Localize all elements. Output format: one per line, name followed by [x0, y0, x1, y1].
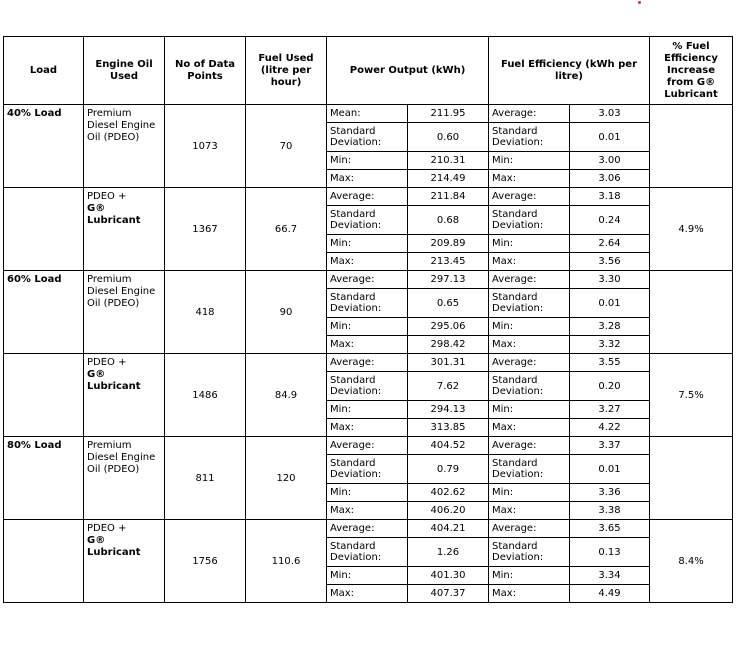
power-stat-label: Max: — [327, 253, 408, 271]
fuel-used-cell: 84.9 — [246, 354, 327, 437]
efficiency-stat-label: Average: — [489, 271, 570, 289]
engine-oil-line: Oil (PDEO) — [87, 464, 140, 475]
efficiency-stat-label: Max: — [489, 502, 570, 520]
efficiency-stat-value: 2.64 — [570, 235, 650, 253]
efficiency-stat-label: Standard Deviation: — [489, 455, 570, 484]
efficiency-stat-label: Average: — [489, 437, 570, 455]
power-stat-label: Max: — [327, 585, 408, 603]
load-cell-empty — [4, 520, 84, 603]
fuel-efficiency-table — [3, 36, 733, 603]
pct-increase-cell: 8.4% — [650, 520, 733, 603]
load-cell: 40% Load — [4, 105, 84, 188]
efficiency-stat-label: Min: — [489, 152, 570, 170]
power-stat-value: 214.49 — [408, 170, 489, 188]
power-stat-value: 406.20 — [408, 502, 489, 520]
power-stat-label: Average: — [327, 437, 408, 455]
engine-oil-line: Premium — [87, 274, 132, 285]
engine-oil-cell — [84, 354, 165, 437]
header-pct-increase: % Fuel Efficiency Increase from G® Lubricant — [650, 37, 733, 105]
table-row — [4, 271, 733, 289]
power-stat-value: 295.06 — [408, 318, 489, 336]
efficiency-stat-value: 3.03 — [570, 105, 650, 123]
fuel-used-cell: 120 — [246, 437, 327, 520]
header-power-output: Power Output (kWh) — [327, 37, 489, 105]
fuel-used-cell: 90 — [246, 271, 327, 354]
power-stat-value: 7.62 — [408, 372, 489, 401]
efficiency-stat-label: Max: — [489, 419, 570, 437]
data-points-cell: 418 — [165, 271, 246, 354]
table-row — [4, 354, 733, 372]
efficiency-stat-label: Max: — [489, 170, 570, 188]
power-stat-label: Min: — [327, 484, 408, 502]
efficiency-stat-value: 3.28 — [570, 318, 650, 336]
efficiency-stat-value: 3.38 — [570, 502, 650, 520]
power-stat-value: 210.31 — [408, 152, 489, 170]
table-row — [4, 520, 733, 538]
efficiency-stat-value: 0.01 — [570, 123, 650, 152]
engine-oil-cell — [84, 437, 165, 520]
engine-oil-line: PDEO + — [87, 191, 127, 202]
engine-oil-line: Oil (PDEO) — [87, 298, 140, 309]
efficiency-stat-value: 0.13 — [570, 538, 650, 567]
efficiency-stat-label: Max: — [489, 585, 570, 603]
table-body — [4, 105, 733, 603]
power-stat-value: 301.31 — [408, 354, 489, 372]
engine-oil-line: PDEO + — [87, 523, 127, 534]
engine-oil-line: G® — [87, 535, 106, 546]
efficiency-stat-value: 3.32 — [570, 336, 650, 354]
power-stat-label: Standard Deviation: — [327, 538, 408, 567]
power-stat-label: Max: — [327, 502, 408, 520]
efficiency-stat-value: 3.37 — [570, 437, 650, 455]
engine-oil-line: Oil (PDEO) — [87, 132, 140, 143]
efficiency-stat-label: Max: — [489, 253, 570, 271]
power-stat-label: Max: — [327, 419, 408, 437]
header-fuel-used: Fuel Used (litre per hour) — [246, 37, 327, 105]
header-row — [4, 37, 733, 105]
power-stat-value: 404.21 — [408, 520, 489, 538]
engine-oil-line: Lubricant — [87, 381, 141, 392]
fuel-used-cell: 70 — [246, 105, 327, 188]
efficiency-stat-value: 0.01 — [570, 289, 650, 318]
table-row — [4, 188, 733, 206]
power-stat-value: 211.95 — [408, 105, 489, 123]
efficiency-stat-label: Average: — [489, 520, 570, 538]
power-stat-label: Min: — [327, 318, 408, 336]
power-stat-value: 0.60 — [408, 123, 489, 152]
efficiency-stat-value: 0.01 — [570, 455, 650, 484]
power-stat-value: 407.37 — [408, 585, 489, 603]
efficiency-stat-label: Standard Deviation: — [489, 123, 570, 152]
power-stat-value: 402.62 — [408, 484, 489, 502]
engine-oil-line: PDEO + — [87, 357, 127, 368]
data-points-cell: 1756 — [165, 520, 246, 603]
efficiency-stat-label: Min: — [489, 401, 570, 419]
power-stat-label: Max: — [327, 170, 408, 188]
load-cell: 60% Load — [4, 271, 84, 354]
efficiency-stat-value: 3.06 — [570, 170, 650, 188]
efficiency-stat-value: 4.49 — [570, 585, 650, 603]
pct-increase-empty — [650, 105, 733, 188]
power-stat-label: Max: — [327, 336, 408, 354]
efficiency-stat-value: 3.34 — [570, 567, 650, 585]
efficiency-stat-value: 3.55 — [570, 354, 650, 372]
efficiency-stat-label: Min: — [489, 567, 570, 585]
table-row — [4, 105, 733, 123]
data-points-cell: 1073 — [165, 105, 246, 188]
engine-oil-line: G® — [87, 203, 106, 214]
engine-oil-cell — [84, 105, 165, 188]
power-stat-label: Standard Deviation: — [327, 455, 408, 484]
data-points-cell: 811 — [165, 437, 246, 520]
efficiency-stat-label: Standard Deviation: — [489, 206, 570, 235]
power-stat-value: 0.68 — [408, 206, 489, 235]
efficiency-stat-value: 4.22 — [570, 419, 650, 437]
power-stat-label: Average: — [327, 354, 408, 372]
data-points-cell: 1486 — [165, 354, 246, 437]
efficiency-stat-label: Average: — [489, 188, 570, 206]
power-stat-value: 294.13 — [408, 401, 489, 419]
power-stat-value: 401.30 — [408, 567, 489, 585]
power-stat-value: 0.79 — [408, 455, 489, 484]
data-points-cell: 1367 — [165, 188, 246, 271]
efficiency-stat-label: Min: — [489, 235, 570, 253]
power-stat-value: 297.13 — [408, 271, 489, 289]
efficiency-stat-label: Standard Deviation: — [489, 538, 570, 567]
engine-oil-line: G® — [87, 369, 106, 380]
power-stat-value: 313.85 — [408, 419, 489, 437]
power-stat-label: Average: — [327, 520, 408, 538]
red-dot-mark — [638, 1, 641, 4]
pct-increase-empty — [650, 437, 733, 520]
power-stat-label: Min: — [327, 152, 408, 170]
engine-oil-cell — [84, 520, 165, 603]
power-stat-label: Min: — [327, 235, 408, 253]
efficiency-stat-value: 3.27 — [570, 401, 650, 419]
power-stat-label: Mean: — [327, 105, 408, 123]
engine-oil-cell — [84, 188, 165, 271]
efficiency-stat-label: Min: — [489, 318, 570, 336]
engine-oil-line: Diesel Engine — [87, 452, 156, 463]
power-stat-value: 404.52 — [408, 437, 489, 455]
efficiency-stat-value: 3.56 — [570, 253, 650, 271]
header-engine-oil: Engine Oil Used — [84, 37, 165, 105]
fuel-used-cell: 66.7 — [246, 188, 327, 271]
header-load: Load — [4, 37, 84, 105]
engine-oil-line: Premium — [87, 440, 132, 451]
efficiency-stat-value: 3.65 — [570, 520, 650, 538]
load-cell: 80% Load — [4, 437, 84, 520]
load-cell-empty — [4, 188, 84, 271]
engine-oil-cell — [84, 271, 165, 354]
power-stat-value: 213.45 — [408, 253, 489, 271]
power-stat-value: 0.65 — [408, 289, 489, 318]
power-stat-value: 211.84 — [408, 188, 489, 206]
efficiency-stat-label: Standard Deviation: — [489, 372, 570, 401]
power-stat-label: Average: — [327, 271, 408, 289]
pct-increase-empty — [650, 271, 733, 354]
engine-oil-line: Lubricant — [87, 547, 141, 558]
pct-increase-cell: 4.9% — [650, 188, 733, 271]
engine-oil-line: Diesel Engine — [87, 286, 156, 297]
efficiency-stat-value: 0.24 — [570, 206, 650, 235]
power-stat-label: Min: — [327, 567, 408, 585]
efficiency-stat-value: 0.20 — [570, 372, 650, 401]
efficiency-stat-label: Standard Deviation: — [489, 289, 570, 318]
power-stat-label: Standard Deviation: — [327, 206, 408, 235]
engine-oil-line: Diesel Engine — [87, 120, 156, 131]
power-stat-label: Standard Deviation: — [327, 289, 408, 318]
fuel-used-cell: 110.6 — [246, 520, 327, 603]
efficiency-stat-label: Max: — [489, 336, 570, 354]
power-stat-label: Min: — [327, 401, 408, 419]
power-stat-value: 209.89 — [408, 235, 489, 253]
efficiency-stat-value: 3.18 — [570, 188, 650, 206]
load-cell-empty — [4, 354, 84, 437]
power-stat-value: 298.42 — [408, 336, 489, 354]
efficiency-stat-label: Average: — [489, 105, 570, 123]
engine-oil-line: Lubricant — [87, 215, 141, 226]
header-data-points: No of Data Points — [165, 37, 246, 105]
efficiency-stat-value: 3.30 — [570, 271, 650, 289]
pct-increase-cell: 7.5% — [650, 354, 733, 437]
power-stat-value: 1.26 — [408, 538, 489, 567]
table-row — [4, 437, 733, 455]
efficiency-stat-label: Average: — [489, 354, 570, 372]
engine-oil-line: Premium — [87, 108, 132, 119]
efficiency-stat-label: Min: — [489, 484, 570, 502]
header-fuel-efficiency: Fuel Efficiency (kWh per litre) — [489, 37, 650, 105]
efficiency-stat-value: 3.36 — [570, 484, 650, 502]
efficiency-stat-value: 3.00 — [570, 152, 650, 170]
power-stat-label: Average: — [327, 188, 408, 206]
power-stat-label: Standard Deviation: — [327, 372, 408, 401]
power-stat-label: Standard Deviation: — [327, 123, 408, 152]
